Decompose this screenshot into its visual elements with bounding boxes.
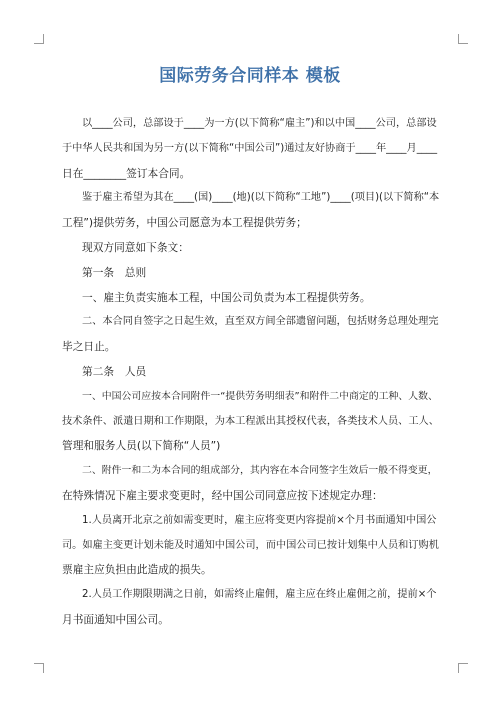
document-title: 国际劳务合同样本 模板	[159, 66, 341, 86]
document-body	[62, 112, 440, 633]
text-line: 毕之日止。	[62, 340, 116, 354]
text-line: 月书面通知中国公司。	[62, 612, 169, 626]
text-line: 一、中国公司应按本合同附件一“提供劳务明细表”和附件二中商定的工种、人数、	[82, 390, 438, 402]
text-line: 技术条件、派遣日期和工作期限，为本工程派出其授权代表，各类技术人员、工人、	[62, 415, 439, 427]
text-line: 第二条 人员	[82, 364, 147, 378]
text-line: 以____公司，总部设于____为一方(以下简称“雇主”)和以中国____公司，总部设	[82, 118, 437, 129]
text-line: 二、附件一和二为本合同的组成部分，其内容在本合同签字生效后一般不得变更，	[82, 465, 438, 477]
text-line: 2.人员工作期限期满之日前，如需终止雇佣，雇主应在终止雇佣之前，提前×个	[82, 589, 437, 601]
text-line: 一、雇主负责实施本工程，中国公司负责为本工程提供劳务。	[82, 290, 371, 304]
text-line: 第一条 总则	[82, 265, 147, 279]
text-line: 管理和服务人员(以下简称“人员”)	[62, 439, 221, 453]
text-line: 司。如雇主变更计划未能及时通知中国公司，而中国公司已按计划集中人员和订购机	[62, 539, 439, 551]
crop-mark-bottom-right	[458, 663, 468, 673]
text-line: 在特殊情况下雇主要求变更时，经中国公司同意应按下述规定办理：	[62, 488, 383, 502]
text-line: 票雇主应负担由此造成的损失。	[62, 563, 212, 577]
text-line: 现双方同意如下条文：	[82, 240, 189, 254]
text-line: 1.人员离开北京之前如需变更时，雇主应将变更内容提前×个月书面通知中国公	[82, 514, 437, 526]
text-line: 日在________签订本合同。	[62, 166, 191, 180]
text-line: 二、本合同自签字之日起生效，直至双方间全部遗留问题，包括财务总理处理完	[82, 316, 439, 328]
text-line: 工程”)提供劳务，中国公司愿意为本工程提供劳务；	[62, 216, 307, 230]
text-line: 于中华人民共和国为另一方(以下简称“中国公司”)通过友好协商于____年____月____	[62, 142, 438, 154]
text-line: 鉴于雇主希望为其在____(国)____(地)(以下简称“工地”)____(项目)(以下简称“本	[82, 192, 440, 204]
crop-mark-top-left	[34, 34, 44, 44]
crop-mark-top-right	[458, 34, 468, 44]
crop-mark-bottom-left	[34, 663, 44, 673]
